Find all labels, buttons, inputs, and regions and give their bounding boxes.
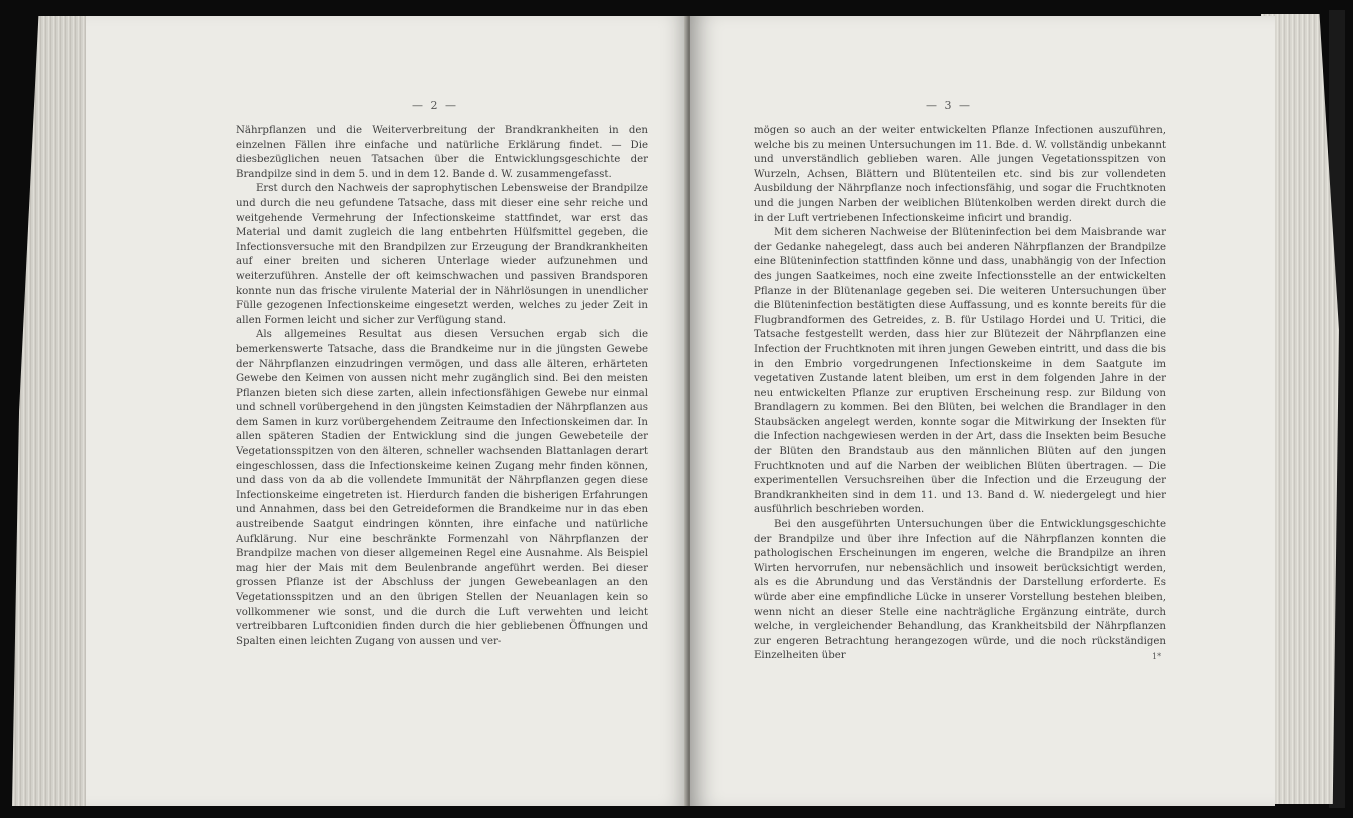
left-page-body (236, 124, 648, 649)
left-paragraph-3: Als allgemeines Resultat aus diesen Versuchen ergab sich die bemerkenswerte Tatsache, dass die Brandkeime nur in die jüngsten Gewebe der Nährpflanzen einzudringen vermögen, und dass alle älteren, erhärteten Gewebe den Keimen von aussen nicht mehr zugänglich sind. Bei den meisten Pflanzen bieten sich diese zarten, allein infectionsfähigen Gewebe nur einmal und schnell vorübergehend in den jüngsten Keimstadien der Nährpflanzen aus dem Samen in kurz vorübergehendem Zeitraume den Infectionskeimen dar. In allen späteren Stadien der Entwicklung sind die jungen Gewebeteile der Vegetationsspitzen von den älteren, schneller wachsenden Blattanlagen derart eingeschlossen, dass die Infectionskeime keinen Zugang mehr finden können, und dass von da ab die vollendete Immunität der Nährpflanzen gegen diese Infectionskeime eingetreten ist. Hierdurch fanden die bisherigen Erfahrungen und Annahmen, dass bei den Getreideformen die Brandkeime nur in das eben austreibende Saatgut eindringen könnten, ihre einfache und natürliche Aufklärung. Nur eine beschränkte Formenzahl von Nährpflanzen der Brandpilze machen von dieser allgemeinen Regel eine Ausnahme. Als Beispiel mag hier der Mais mit dem Beulenbrande angeführt werden. Bei dieser grossen Pflanze ist der Abschluss der jungen Gewebeanlagen an den Vegetationsspitzen und an den übrigen Stellen der Neuanlagen kein so vollkommener wie sonst, und die durch die Luft verwehten und leicht vertreibbaren Luftconidien finden durch die hier gebliebenen Öffnungen und Spalten einen leichten Zugang von aussen und ver- (236, 329, 648, 647)
right-paragraph-2: Mit dem sicheren Nachweise der Blüteninfection bei dem Maisbrande war der Gedanke nahegelegt, dass auch bei anderen Nährpflanzen der Brandpilze eine Blüteninfection stattfinden könne und dass, unabhängig von der Infection des jungen Saatkeimes, noch eine zweite Infectionsstelle an der entwickelten Pflanze in der Blütenanlage gegeben sei. Die weiteren Untersuchungen über die Blüteninfection bestätigten diese Auffassung, und es konnte bereits für die Flugbrandformen des Getreides, z. B. für Ustilago Hordei und U. Tritici, die Tatsache festgestellt werden, dass hier zur Blütezeit der Nährpflanzen eine Infection der Fruchtknoten mit ihren jungen Geweben eintritt, und dass die bis in den Embrio vorgedrungenen Infectionskeime in dem Saatgute im vegetativen Zustande latent bleiben, um erst in dem folgenden Jahre in der neu entwickelten Pflanze zur eruptiven Erscheinung resp. zur Bildung von Brandlagern zu kommen. Bei den Blüten, bei welchen die Brandlager in den Staubsäcken angelegt werden, konnte sogar die Mitwirkung der Insekten für die Infection nachgewiesen werden in der Art, dass die Insekten beim Besuche der Blüten den Brandstaub aus den männlichen Blüten auf den jungen Fruchtknoten und auf die Narben der weiblichen Blüten übertragen. — Die experimentellen Versuchsreihen über die Infection und die Erzeugung der Brandkrankheiten sind in dem 11. und 13. Band d. W. niedergelegt und hier ausführlich beschrieben worden. (754, 227, 1166, 516)
right-page-body (754, 124, 1166, 664)
left-paragraph-2: Erst durch den Nachweis der saprophytischen Lebensweise der Brandpilze und durch die neu gefundene Tatsache, dass mit dieser eine sehr reiche und weitgehende Vermehrung der Infectionskeime stattfindet, war erst das Material und damit zugleich die lang entbehrten Hülfsmittel gegeben, die Infectionsversuche mit den Brandpilzen zur Erzeugung der Brandkrankheiten auf einer breiten und sicheren Unterlage wieder aufzunehmen und weiterzuführen. Anstelle der oft keimschwachen und passiven Brandsporen konnte nun das frische virulente Material der in Nährlösungen in unendlicher Fülle gezogenen Infectionskeime eingesetzt werden, welches zu jeder Zeit in allen Formen leicht und sicher zur Verfügung stand. (236, 183, 648, 326)
right-page-number: — 3 — (926, 99, 972, 112)
left-page (86, 16, 688, 806)
right-paragraph-3: Bei den ausgeführten Untersuchungen über die Entwicklungsgeschichte der Brandpilze und über ihre Infection auf die Nährpflanzen konnten die pathologischen Erscheinungen im engeren, welche die Brandpilze an ihren Wirten hervorrufen, nur nebensächlich und insoweit berücksichtigt werden, als es die Abrundung und das Verständnis der Darstellung erforderte. Es würde aber eine empfindliche Lücke in unserer Vorstellung bestehen bleiben, wenn nicht an dieser Stelle eine nachträgliche Ergänzung einträte, durch welche, in vergleichender Behandlung, das Krankheitsbild der Nährpflanzen zur engeren Betrachtung herangezogen würde, und die noch rückständigen Einzelheiten über (754, 519, 1166, 662)
left-paragraph-1: Nährpflanzen und die Weiterverbreitung der Brandkrankheiten in den einzelnen Fällen ihre einfache und natürliche Erklärung findet. — Die diesbezüglichen neuen Tatsachen über die Entwicklungsgeschichte der Brandpilze sind in dem 5. und in dem 12. Bande d. W. zusammengefasst. (236, 125, 648, 180)
left-page-number: — 2 — (412, 99, 458, 112)
right-paragraph-1: mögen so auch an der weiter entwickelten Pflanze Infectionen auszuführen, welche bis zu meinen Untersuchungen im 11. Bde. d. W. vollständig unbekannt und unverständlich geblieben waren. Alle jungen Vegetationsspitzen von Wurzeln, Achsen, Blättern und Blütenteilen etc. sind bis zur vollendeten Ausbildung der Nährpflanze noch infectionsfähig, und sogar die Fruchtknoten und die jungen Narben der weiblichen Blütenkolben werden direkt durch die in der Luft vertriebenen Infectionskeime inficirt und brandig. (754, 125, 1166, 224)
right-page (690, 16, 1275, 806)
signature-mark: 1* (1152, 652, 1162, 661)
